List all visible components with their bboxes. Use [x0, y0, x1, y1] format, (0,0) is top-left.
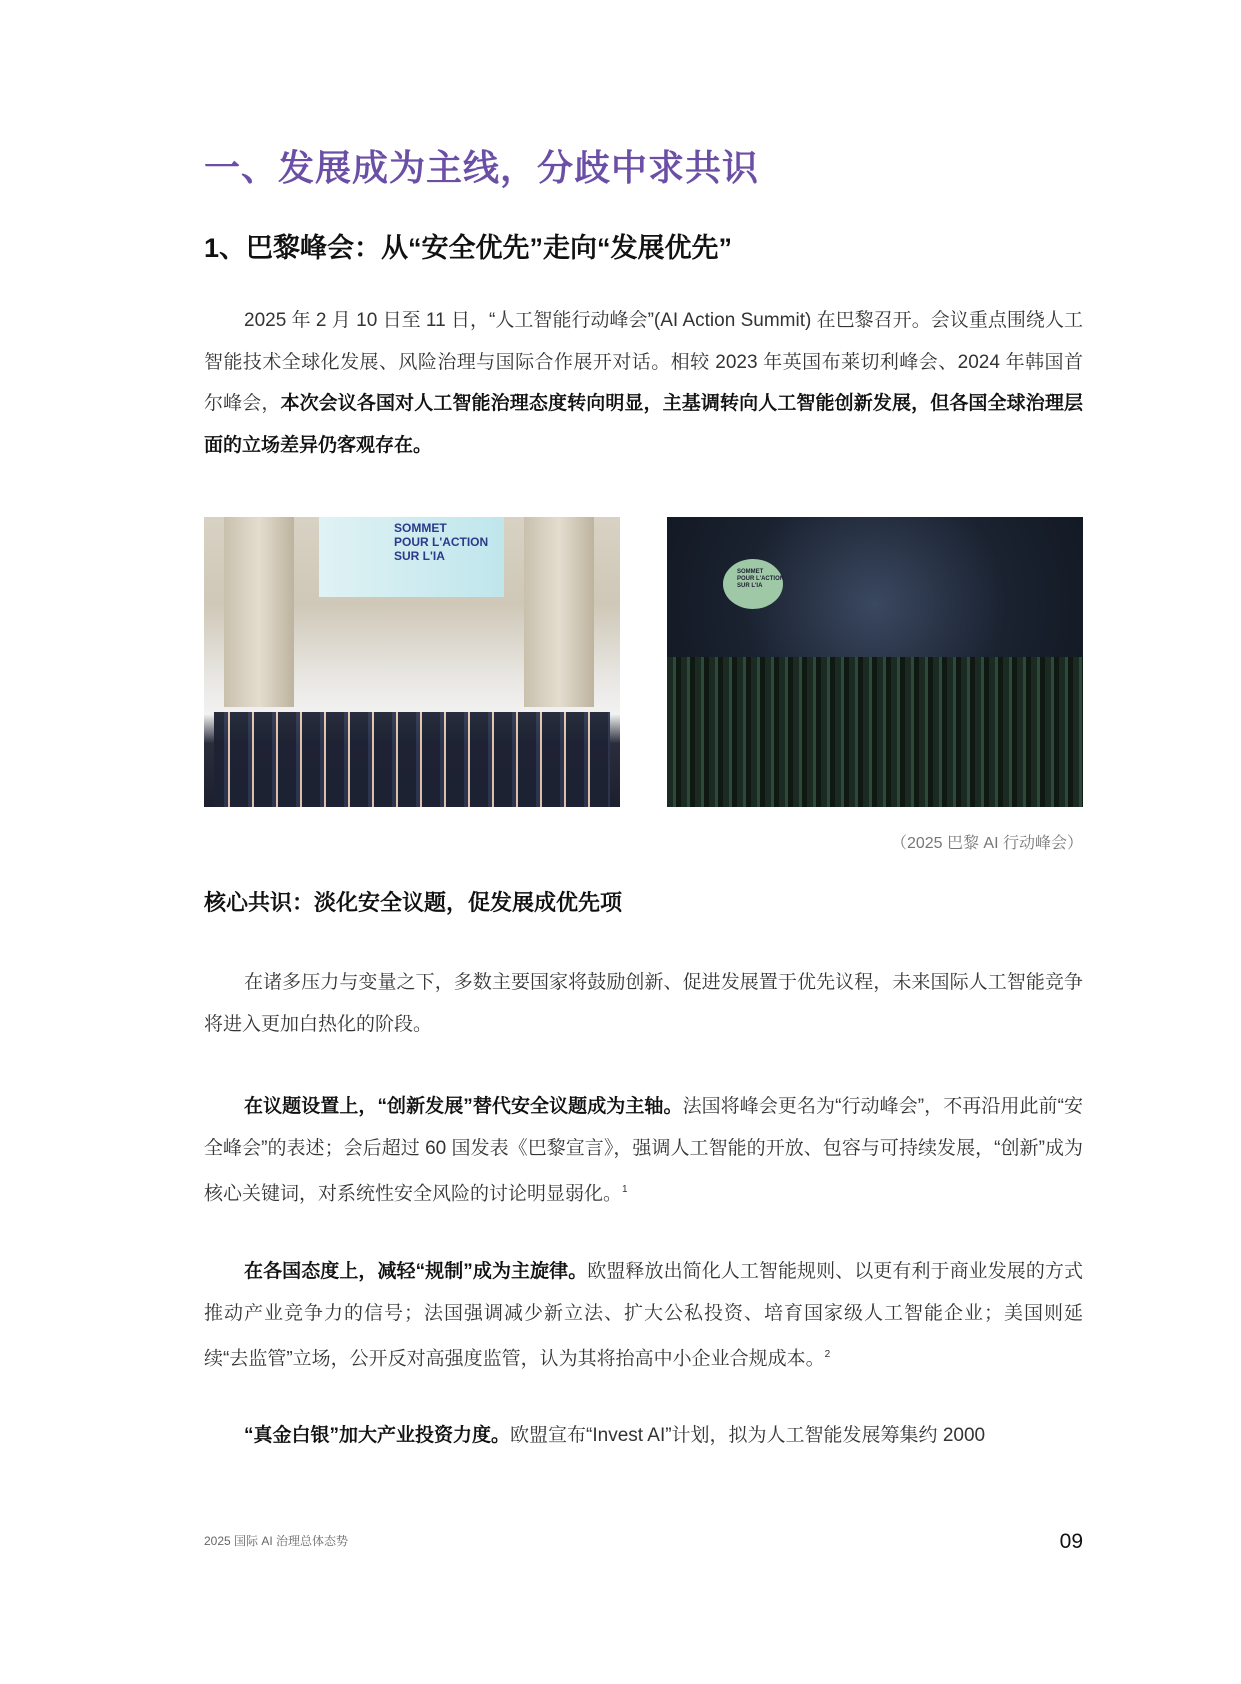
paragraph-1: 在诸多压力与变量之下，多数主要国家将鼓励创新、促进发展置于优先议程，未来国际人工智能竞争将进入更加白热化的阶段。	[204, 972, 1083, 1035]
paragraph-2-bold: 在议题设置上，“创新发展”替代安全议题成为主轴。	[244, 1096, 683, 1117]
paragraph-4-text: 欧盟宣布“Invest AI”计划，拟为人工智能发展筹集约 2000	[510, 1425, 986, 1446]
section-heading: 一、发展成为主线，分歧中求共识	[204, 147, 760, 188]
subsection-heading: 1、巴黎峰会：从“安全优先”走向“发展优先”	[204, 233, 733, 263]
paragraph-2	[204, 1086, 1083, 1215]
summit-logo: SOMMET POUR L'ACTION SUR L'IA	[394, 521, 489, 563]
page-number: 09	[1059, 1530, 1083, 1553]
paragraph-3-bold: 在各国态度上，减轻“规制”成为主旋律。	[244, 1261, 588, 1282]
summit-venue-photo	[667, 517, 1083, 807]
photo-caption: （2025 巴黎 AI 行动峰会）	[890, 835, 1083, 852]
footer-title: 2025 国际 AI 治理总体态势	[204, 1534, 349, 1548]
intro-text: 2025 年 2 月 10 日至 11 日，“人工智能行动峰会”(AI Action Summit) 在巴黎召开。会议重点围绕人工智能技术全球化发展、风险治理与国际合作展开对话。相较 2023 年英国布莱切利峰会、2024 年韩国首尔峰会，	[204, 310, 1083, 414]
paragraph-3	[204, 1251, 1083, 1380]
intro-bold-text: 本次会议各国对人工智能治理态度转向明显，主基调转向人工智能创新发展，但各国全球治理层面的立场差异仍客观存在。	[204, 393, 1083, 456]
summit-group-photo	[204, 517, 620, 807]
footnote-ref-1[interactable]: 1	[622, 1184, 628, 1195]
summit-logo-small: SOMMET POUR L'ACTION SUR L'IA	[737, 569, 785, 589]
paragraph-4-bold: “真金白银”加大产业投资力度。	[244, 1425, 511, 1446]
footnote-ref-2[interactable]: 2	[824, 1349, 831, 1360]
paragraph-2-text: 法国将峰会更名为“行动峰会”，不再沿用此前“安全峰会”的表述；会后超过 60 国发表《巴黎宣言》，强调人工智能的开放、包容与可持续发展，“创新”成为核心关键词，对系统性安全风险的讨论明显弱化。	[204, 1096, 1083, 1205]
intro-paragraph	[204, 300, 1083, 466]
consensus-heading: 核心共识：淡化安全议题，促发展成优先项	[204, 890, 623, 915]
paragraph-3-text: 欧盟释放出简化人工智能规则、以更有利于商业发展的方式推动产业竞争力的信号；法国强调减少新立法、扩大公私投资、培育国家级人工智能企业；美国则延续“去监管”立场，公开反对高强度监管，认为其将抬高中小企业合规成本。	[204, 1261, 1083, 1370]
paragraph-4	[204, 1415, 1083, 1457]
